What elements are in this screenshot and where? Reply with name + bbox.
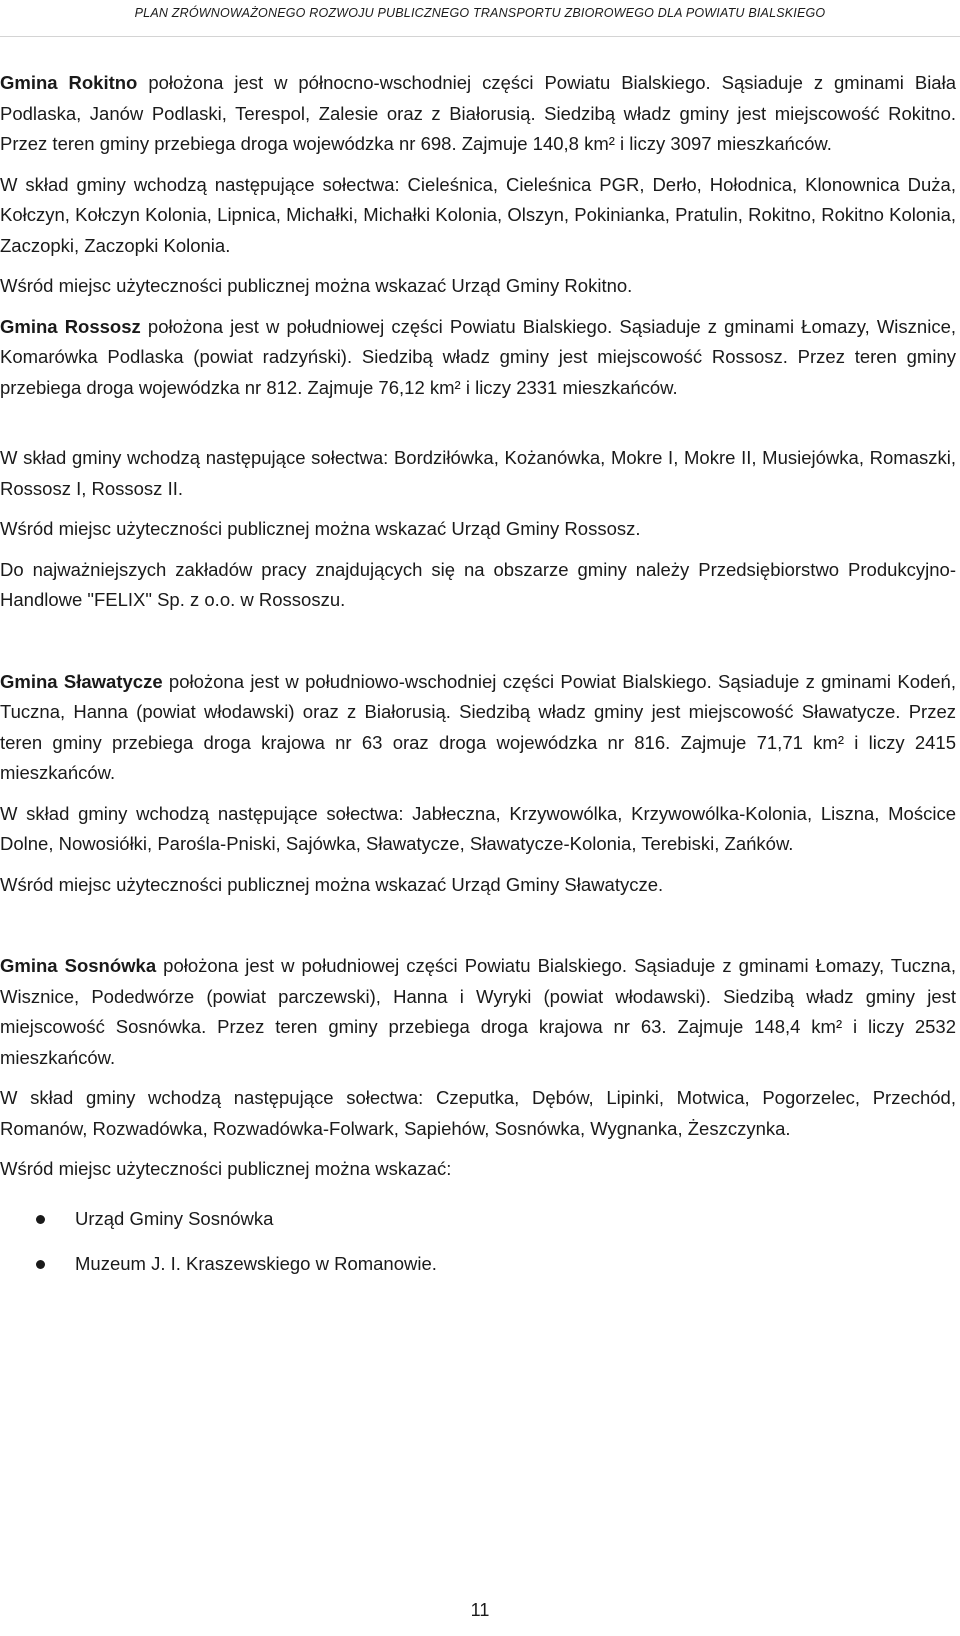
rokitno-intro-paragraph [0, 68, 956, 160]
paragraph-text: położona jest w południowej części Powiatu Bialskiego. Sąsiaduje z gminami Łomazy, Wisznice, Komarówka Podlaska (powiat radzyński). Siedzibą władz gminy jest miejscowość Rossosz. Przez teren gminy przebiega droga wojewódzka nr 812. Zajmuje 76,12 km² i liczy 2331 mieszkańców. [0, 315, 956, 398]
slawatycze-public-places-paragraph: Wśród miejsc użyteczności publicznej można wskazać Urząd Gminy Sławatycze. [0, 873, 664, 895]
list-item [0, 1249, 956, 1279]
list-item-text: Muzeum J. I. Kraszewskiego w Romanowie. [75, 1252, 437, 1274]
paragraph-text: położona jest w północno-wschodniej części Powiatu Bialskiego. Sąsiaduje z gminami Biała Podlaska, Janów Podlaski, Terespol, Zalesie oraz z Białorusią. Siedzibą władz gminy jest miejscowość Rokitno. Przez teren gminy przebiega droga wojewódzka nr 698. Zajmuje 140,8 km² i liczy 3097 mieszkańców. [0, 72, 956, 154]
page-number: 11 [470, 1600, 490, 1620]
paragraph-text: położona jest w południowo-wschodniej części Powiat Bialskiego. Sąsiaduje z gminami Kodeń, Tuczna, Hanna (powiat włodawski) oraz z Białorusią. Siedzibą władz gminy jest miejscowość Sławatycze. Przez teren gminy przebiega droga krajowa nr 63 oraz droga wojewódzka nr 816. Zajmuje 71,71 km² i liczy 2415 mieszkańców. [0, 670, 956, 783]
gmina-name: Gmina Rossosz [0, 315, 141, 337]
bullet-icon [36, 1260, 45, 1269]
paragraph-text: położona jest w południowej części Powiatu Bialskiego. Sąsiaduje z gminami Łomazy, Tuczna, Wisznice, Podedwórze (powiat parczewski), Hanna i Wyryki (powiat włodawski). Siedzibą władz gminy jest miejscowość Sosnówka. Przez teren gminy przebiega droga krajowa nr 63. Zajmuje 148,4 km² i liczy 2532 mieszkańców. [0, 955, 956, 1068]
rossosz-intro-paragraph [0, 312, 956, 404]
running-header: PLAN ZRÓWNOWAŻONEGO ROZWOJU PUBLICZNEGO TRANSPORTU ZBIOROWEGO DLA POWIATU BIALSKIEGO [134, 6, 826, 20]
gmina-name: Gmina Rokitno [0, 72, 138, 93]
sosnowka-intro-paragraph [0, 951, 956, 1073]
list-item-text: Urząd Gminy Sosnówka [75, 1207, 274, 1229]
sosnowka-public-places-paragraph: Wśród miejsc użyteczności publicznej można wskazać: [0, 1158, 452, 1179]
header-divider [0, 36, 960, 37]
rokitno-public-places-paragraph: Wśród miejsc użyteczności publicznej można wskazać Urząd Gminy Rokitno. [0, 275, 633, 296]
rossosz-public-places-paragraph: Wśród miejsc użyteczności publicznej można wskazać Urząd Gminy Rossosz. [0, 518, 641, 539]
slawatycze-solectwa-paragraph: W skład gminy wchodzą następujące sołectwa: Jabłeczna, Krzywowólka, Krzywowólka-Kolonia, Liszna, Mościce Dolne, Nowosiółki, Parośla-Pniski, Sajówka, Sławatycze, Sławatycze-Kolonia, Terebiski, Zańków. [0, 802, 956, 854]
bullet-icon [36, 1215, 45, 1224]
sosnowka-solectwa-paragraph: W skład gminy wchodzą następujące sołectwa: Czeputka, Dębów, Lipinki, Motwica, Pogorzelec, Przechód, Romanów, Rozwadówka, Rozwadówka-Folwark, Sapiehów, Sosnówka, Wygnanka, Żeszczynka. [0, 1087, 956, 1139]
gmina-name: Gmina Sławatycze [0, 670, 163, 692]
gmina-name: Gmina Sosnówka [0, 955, 157, 976]
slawatycze-intro-paragraph [0, 667, 956, 789]
document-body [0, 68, 956, 1294]
rossosz-employers-paragraph: Do najważniejszych zakładów pracy znajdujących się na obszarze gminy należy Przedsiębiorstwo Produkcyjno-Handlowe "FELIX" Sp. z o.o. w Rossoszu. [0, 558, 956, 610]
list-item [0, 1204, 956, 1234]
rossosz-solectwa-paragraph: W skład gminy wchodzą następujące sołectwa: Bordziłówka, Kożanówka, Mokre I, Mokre II, Musiejówka, Romaszki, Rossosz I, Rossosz II. [0, 447, 956, 499]
rokitno-solectwa-paragraph: W skład gminy wchodzą następujące sołectwa: Cieleśnica, Cieleśnica PGR, Derło, Hołodnica, Klonownica Duża, Kołczyn, Kołczyn Kolonia, Lipnica, Michałki, Michałki Kolonia, Olszyn, Pokinianka, Pratulin, Rokitno, Rokitno Kolonia, Zaczopki, Zaczopki Kolonia. [0, 173, 956, 256]
public-places-list [0, 1204, 956, 1279]
